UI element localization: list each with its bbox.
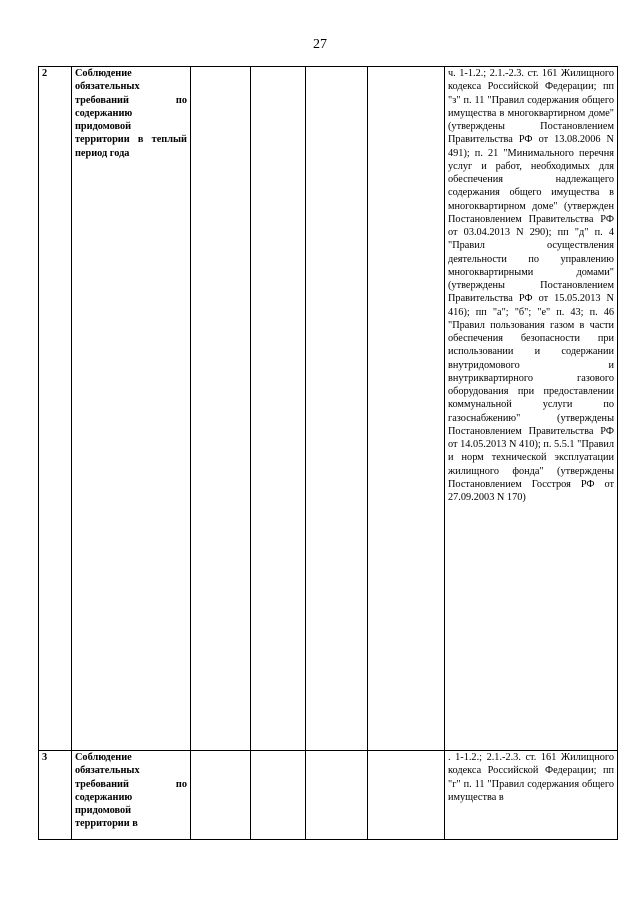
empty-cell xyxy=(368,67,445,751)
requirement-cell: Соблюдение обязательных требований по содержанию придомовой территории в теплый период года xyxy=(72,67,191,751)
empty-cell xyxy=(251,67,306,751)
row-number xyxy=(39,751,72,840)
requirement-text: Соблюдение обязательных требований по содержанию придомовой территории в xyxy=(75,752,187,830)
requirement-cell xyxy=(72,751,191,840)
table-row xyxy=(39,751,618,840)
empty-cell xyxy=(191,67,251,751)
legal-reference-cell: ч. 1-1.2.; 2.1.-2.3. ст. 161 Жилищного кодекса Российской Федерации; пп "з" п. 11 "Правил содержания общего имущества в многоквартирном доме" (утверждены Постановлением Правительства РФ от 13.08.2006 N 491); п. 21 "Минимального перечня услуг и работ, необходимых для обеспечения надлежащего содержания общего имущества в многоквартирном доме" (утвержден Постановлением Правительства РФ от 03.04.2013 N 290); пп "д" п. 4 "Правил осуществления деятельности по управлению многоквартирными домами" (утверждены Постановлением Правительства РФ от 15.05.2013 N 416); пп "а"; "б"; "е" п. 43; п. 46 "Правил пользования газом в части обеспечения безопасности при использовании и содержании внутридомового и внутриквартирного газового оборудования при предоставлении коммунальной услуги по газоснабжению" (утверждены Постановлением Правительства РФ от 14.05.2013 N 410); п. 5.5.1 "Правил и норм технической эксплуатации жилищного фонда" (утверждены Постановлением Госстроя РФ от 27.09.2003 N 170) xyxy=(445,67,618,751)
row-number: 2 xyxy=(39,67,72,751)
table-row xyxy=(39,67,618,751)
requirements-table xyxy=(38,66,618,840)
empty-cell xyxy=(306,67,368,751)
empty-cell xyxy=(306,751,368,840)
legal-reference-text: . 1-1.2.; 2.1.-2.3. ст. 161 Жилищного кодекса Российской Федерации; пп "г" п. 11 "Правил содержания общего имущества в xyxy=(448,752,614,803)
empty-cell xyxy=(251,751,306,840)
row-number-text: 3 xyxy=(42,752,48,763)
empty-cell xyxy=(191,751,251,840)
legal-reference-cell xyxy=(445,751,618,840)
empty-cell xyxy=(368,751,445,840)
page-number: 27 xyxy=(313,37,327,52)
